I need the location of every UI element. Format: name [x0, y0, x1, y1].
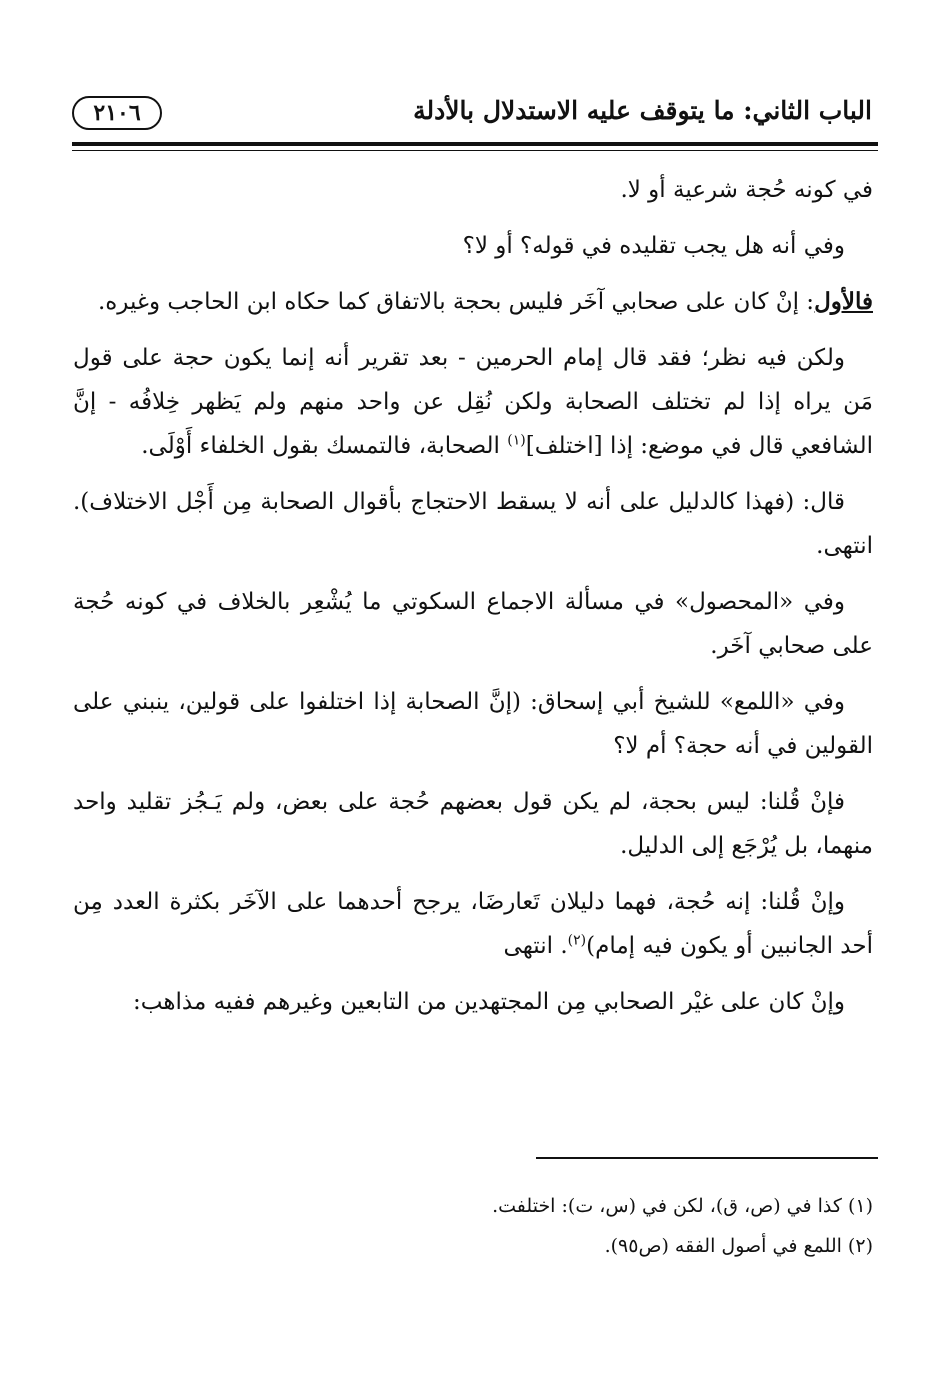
footnotes — [73, 1186, 873, 1266]
paragraph: فإنْ قُلنا: ليس بحجة، لم يكن قول بعضهم حُجة على بعض، ولم يَـجُز تقليد واحد منهما، بل يُرْجَع إلى الدليل. — [73, 789, 873, 859]
header-rule-thick — [72, 142, 878, 146]
footnote: (٢) اللمع في أصول الفقه (ص٩٥). — [604, 1235, 873, 1257]
footnote-ref: (١) — [507, 432, 526, 449]
lead-word: فالأول — [814, 288, 873, 315]
header-rule-thin — [72, 150, 878, 151]
paragraph-text: : إنْ كان على صحابي آخَر فليس بحجة بالاتفاق كما حكاه ابن الحاجب وغيره. — [97, 289, 815, 315]
paragraph-text: وإنْ قُلنا: إنه حُجة، فهما دليلان تَعارضَا، يرجح أحدهما على الآخَر بكثرة العدد مِن أحد الجانبين أو يكون فيه إمام) — [73, 889, 873, 959]
paragraph: وفي أنه هل يجب تقليده في قوله؟ أو لا؟ — [462, 233, 845, 259]
paragraph — [73, 880, 873, 968]
main-text — [73, 168, 873, 1036]
paragraph: في كونه حُجة شرعية أو لا. — [620, 177, 873, 203]
paragraph: وفي «المحصول» في مسألة الاجماع السكوتي ما يُشْعِر بالخلاف في كونه حُجة على صحابي آخَر. — [73, 589, 873, 659]
page-number: ٢١٠٦ — [72, 96, 162, 130]
paragraph: وفي «اللمع» للشيخ أبي إسحاق: (إنَّ الصحابة إذا اختلفوا على قولين، ينبني على القولين في أنه حجة؟ أم لا؟ — [73, 689, 873, 759]
paragraph-text: . انتهى — [503, 933, 568, 959]
paragraph — [73, 336, 873, 468]
chapter-title: الباب الثاني: ما يتوقف عليه الاستدلال بالأدلة — [413, 96, 872, 125]
paragraph: قال: (فهذا كالدليل على أنه لا يسقط الاحتجاج بأقوال الصحابة مِن أَجْل الاختلاف). انتهى. — [73, 489, 873, 559]
footnote: (١) كذا في (ص، ق)، لكن في (س، ت): اختلفت. — [492, 1195, 873, 1217]
paragraph-text: الصحابة، فالتمسك بقول الخلفاء أَوْلَى. — [141, 433, 508, 459]
running-header — [72, 92, 872, 144]
paragraph-first-view — [73, 280, 873, 324]
paragraph: وإنْ كان على غيْر الصحابي مِن المجتهدين من التابعين وغيرهم ففيه مذاهب: — [133, 989, 845, 1015]
footnote-ref: (٢) — [567, 932, 587, 949]
footnote-divider — [536, 1157, 878, 1159]
paragraph-text: ولكن فيه نظر؛ فقد قال إمام الحرمين - بعد تقرير أنه إنما يكون حجة على قول مَن يراه إذا لم تختلف الصحابة ولكن نُقِل عن واحد منهم ولم يَظهر خِلافُه - إنَّ الشافعي قال في موضع: إذا [اختلف] — [73, 345, 873, 459]
